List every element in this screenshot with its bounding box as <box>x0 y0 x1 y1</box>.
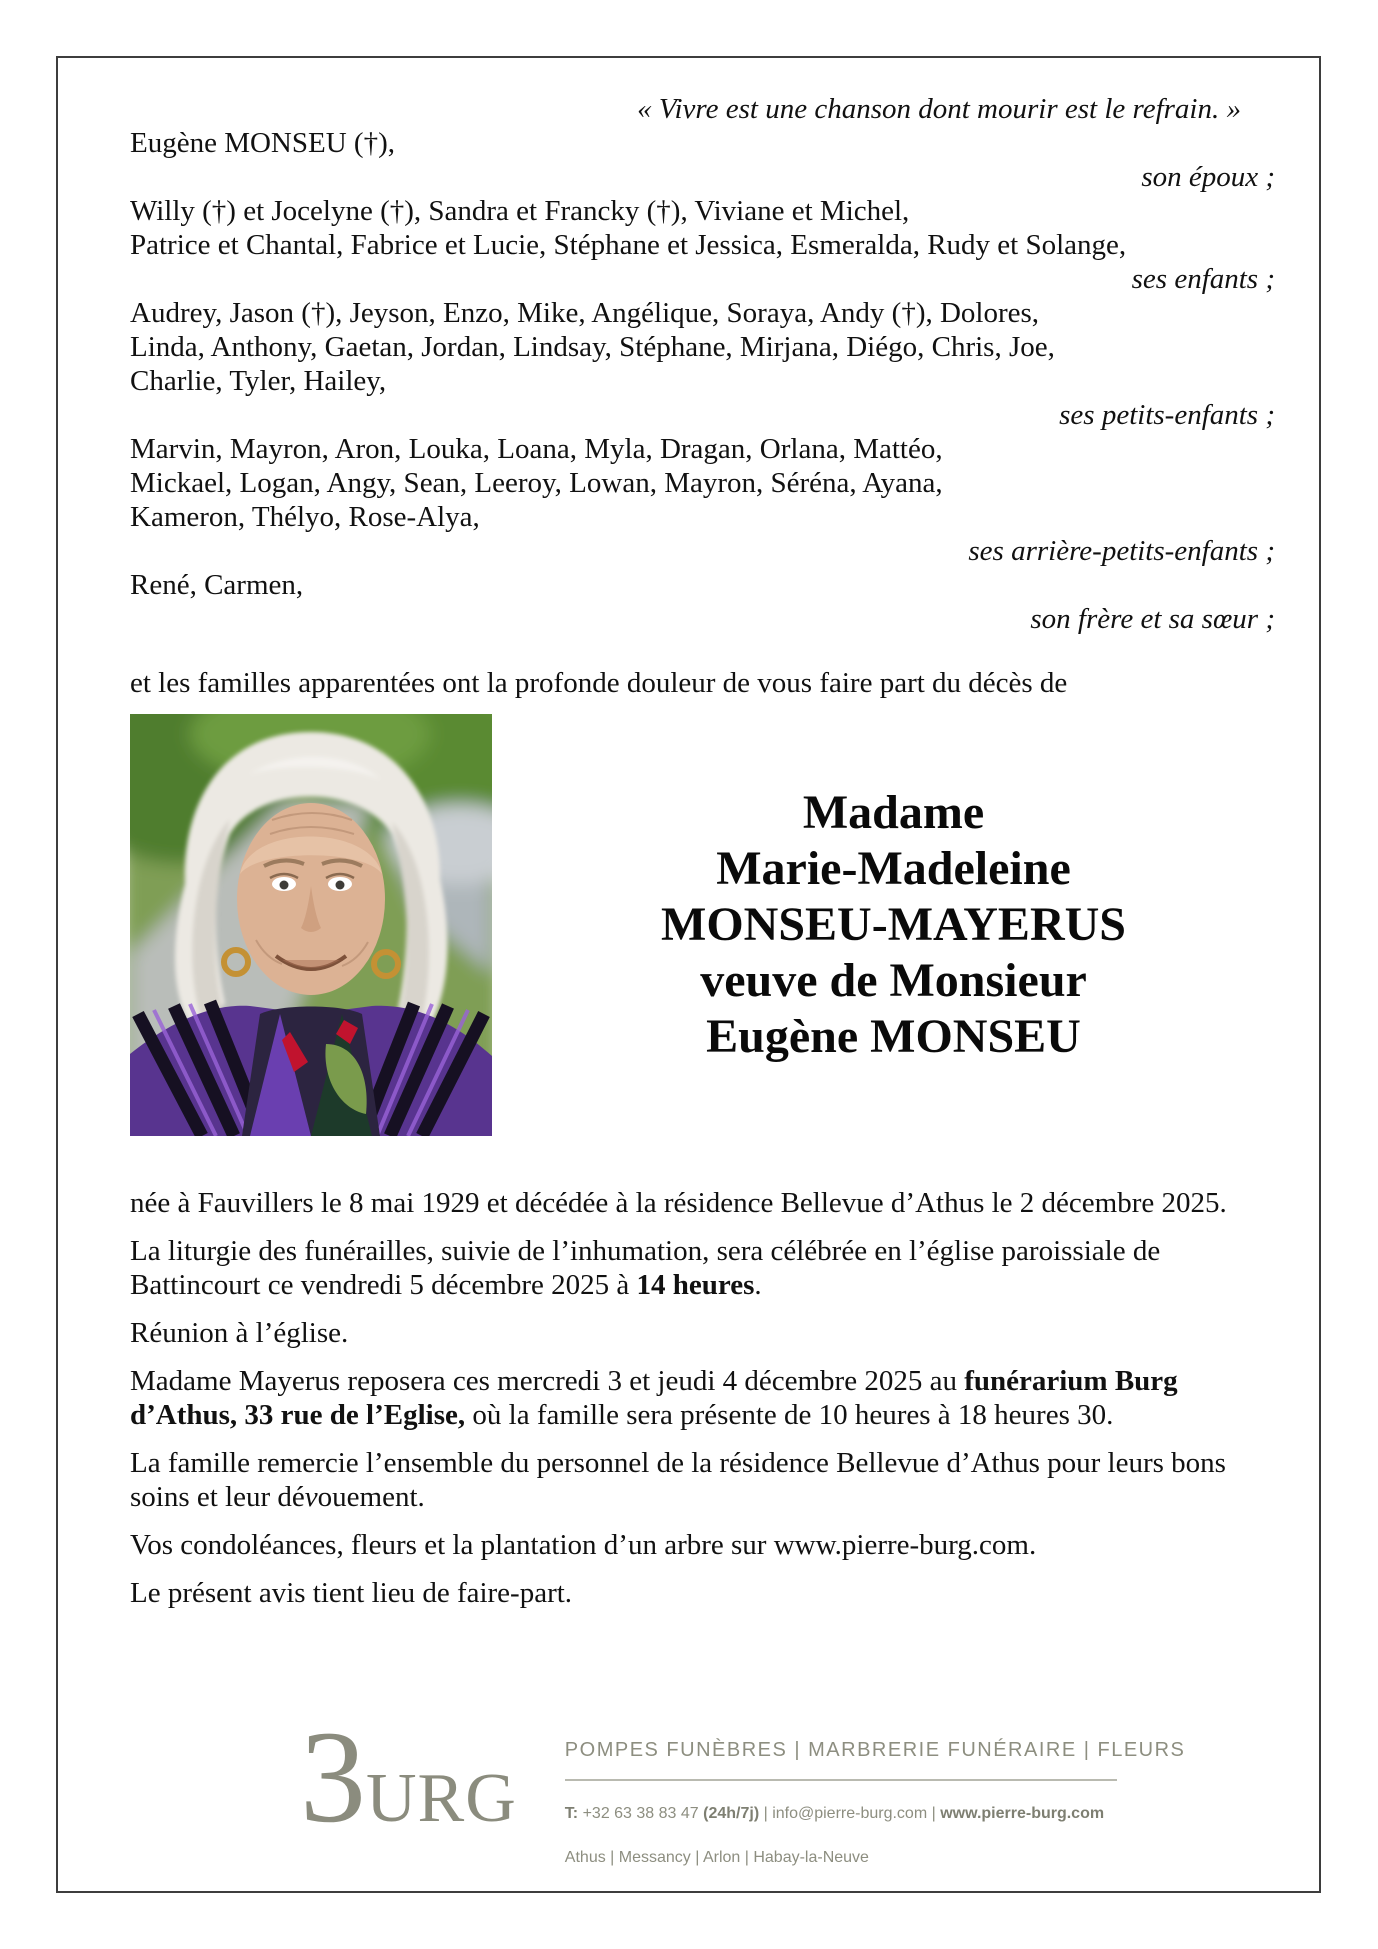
footer-services-line: POMPES FUNÈBRES | MARBRERIE FUNÉRAIRE | FLEURS <box>564 1739 1186 1761</box>
deceased-title: Madame <box>802 786 985 839</box>
burg-logo-urg: URG <box>366 1760 517 1837</box>
siblings-names: René, Carmen, <box>130 569 304 601</box>
grandchildren-names-line-1: Audrey, Jason (†), Jeyson, Enzo, Mike, Angélique, Soraya, Andy (†), Dolores, <box>130 297 1040 329</box>
portrait-photo <box>130 714 492 1136</box>
great-grandchildren-role-label: ses arrière-petits-enfants ; <box>968 535 1275 567</box>
liturgy-period: . <box>754 1269 762 1301</box>
children-names-line-2: Patrice et Chantal, Fabrice et Lucie, Stéphane et Jessica, Esmeralda, Rudy et Solange, <box>130 229 1127 261</box>
thanks-text-end: ouement. <box>317 1481 425 1513</box>
epitaph-quote: « Vivre est une chanson dont mourir est le refrain. » <box>637 93 1241 125</box>
deceased-title-block <box>492 785 1275 1065</box>
birth-death-paragraph: née à Fauvillers le 8 mai 1929 et décédée à la résidence Bellevue d’Athus le 2 décembre 2025. <box>130 1187 1227 1219</box>
thanks-italic-letter: v <box>304 1481 318 1513</box>
deceased-last-names: MONSEU-MAYERUS <box>661 898 1126 951</box>
spouse-role-label: son époux ; <box>1141 161 1275 193</box>
portrait-photo-image <box>130 714 492 1136</box>
grandchildren-names-line-2: Linda, Anthony, Gaetan, Jordan, Lindsay, Stéphane, Mirjana, Diégo, Chris, Joe, <box>130 331 1055 363</box>
obituary-content <box>58 58 1319 1891</box>
grandchildren-names-line-3: Charlie, Tyler, Hailey, <box>130 365 387 397</box>
funerarium-address: funérarium Burg d’Athus, 33 rue de l’Eglise, <box>130 1365 1178 1431</box>
contact-separator-2: | <box>927 1805 941 1822</box>
footer-info-column <box>564 1727 1186 1875</box>
phone-number: +32 63 38 83 47 <box>578 1805 704 1822</box>
footer-cities-line: Athus | Messancy | Arlon | Habay-la-Neuve <box>564 1849 869 1866</box>
liturgy-text: La liturgie des funérailles, suivie de l’inhumation, sera célébrée en l’église paroissiale de Battincourt ce vendredi 5 décembre 2025 à <box>130 1235 1161 1301</box>
phone-hours: (24h/7j) <box>703 1805 760 1822</box>
grandchildren-role-label: ses petits-enfants ; <box>1059 399 1275 431</box>
repose-text: Madame Mayerus reposera ces mercredi 3 et jeudi 4 décembre 2025 au <box>130 1365 965 1397</box>
deceased-first-names: Marie-Madeleine <box>716 842 1071 895</box>
great-grandchildren-names-line-1: Marvin, Mayron, Aron, Louka, Loana, Myla, Dragan, Orlana, Mattéo, <box>130 433 943 465</box>
great-grandchildren-names-line-3: Kameron, Thélyo, Rose-Alya, <box>130 501 480 533</box>
repose-hours: où la famille sera présente de 10 heures à 18 heures 30. <box>465 1399 1114 1431</box>
funeral-home-footer <box>300 1703 1275 1875</box>
photo-and-title-row <box>130 714 1275 1136</box>
meeting-paragraph: Réunion à l’église. <box>130 1317 349 1349</box>
burg-logo <box>300 1703 517 1850</box>
deceased-widow-line: veuve de Monsieur <box>700 954 1087 1007</box>
burg-logo-b-glyph: 3 <box>300 1703 366 1850</box>
website-url: www.pierre-burg.com <box>940 1805 1105 1822</box>
siblings-role-label: son frère et sa sœur ; <box>1030 603 1275 635</box>
footer-contact-line <box>565 1797 1117 1831</box>
repose-paragraph <box>130 1364 1275 1432</box>
liturgy-paragraph <box>130 1234 1275 1302</box>
condolences-paragraph: Vos condoléances, fleurs et la plantation d’un arbre sur www.pierre-burg.com. <box>130 1529 1037 1561</box>
phone-label: T: <box>564 1805 579 1822</box>
announcement-line: et les familles apparentées ont la profonde douleur de vous faire part du décès de <box>130 667 1068 699</box>
email-address: info@pierre-burg.com <box>772 1805 928 1822</box>
thanks-text: La famille remercie l’ensemble du personnel de la résidence Bellevue d’Athus pour leurs bons soins et leur dé <box>130 1447 1226 1513</box>
contact-separator-1: | <box>759 1805 773 1822</box>
notice-paragraph: Le présent avis tient lieu de faire-part. <box>130 1577 573 1609</box>
liturgy-time: 14 heures <box>636 1269 755 1301</box>
footer-divider <box>565 1779 1117 1781</box>
children-names-line-1: Willy (†) et Jocelyne (†), Sandra et Francky (†), Viviane et Michel, <box>130 195 910 227</box>
page-border-frame <box>56 56 1321 1893</box>
great-grandchildren-names-line-2: Mickael, Logan, Angy, Sean, Leeroy, Lowan, Mayron, Séréna, Ayana, <box>130 467 943 499</box>
thanks-paragraph <box>130 1446 1275 1514</box>
deceased-spouse-name: Eugène MONSEU <box>706 1010 1081 1063</box>
spouse-name: Eugène MONSEU (†), <box>130 127 395 159</box>
children-role-label: ses enfants ; <box>1131 263 1275 295</box>
